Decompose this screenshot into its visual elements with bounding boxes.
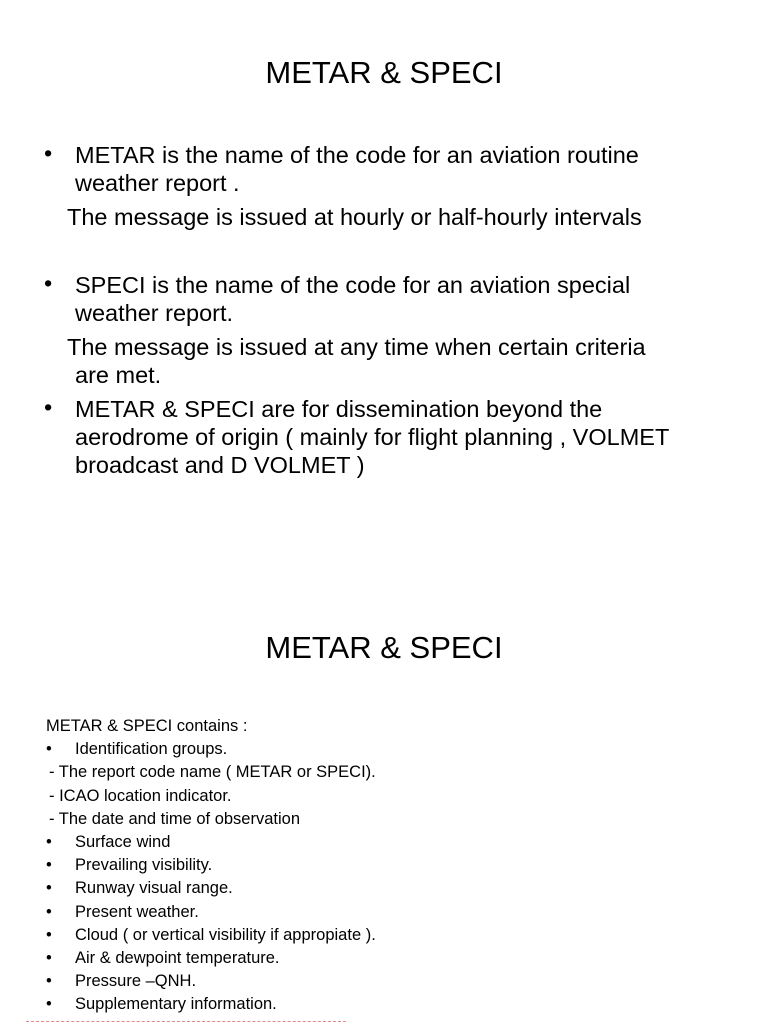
bullet-text-line: weather report.: [75, 300, 234, 326]
bullet-icon: •: [46, 995, 52, 1014]
list-item-text: Present weather.: [75, 902, 199, 921]
sub-text-line: The message is issued at hourly or half-hourly intervals: [67, 204, 642, 230]
intro-text: METAR & SPECI contains :: [46, 717, 248, 735]
list-item: [46, 808, 746, 831]
list-item-text: Identification groups.: [75, 740, 228, 759]
bullet-icon: •: [46, 902, 52, 921]
sub-text-line: are met.: [75, 362, 162, 388]
bullet-text-line: weather report .: [75, 170, 240, 196]
bullet-text-line: METAR & SPECI are for dissemination beyond the: [75, 396, 603, 422]
list-item: [46, 947, 746, 970]
list-item: [44, 271, 744, 327]
slide-2: [0, 580, 768, 1024]
list-item-text: Air & dewpoint temperature.: [75, 949, 280, 968]
list-item: [46, 738, 746, 761]
list-item-text: Supplementary information.: [75, 995, 277, 1014]
sub-text-line: The message is issued at any time when certain criteria: [67, 334, 646, 360]
slide-2-content: [46, 715, 746, 1017]
bullet-icon: •: [46, 972, 52, 991]
list-item-text: Cloud ( or vertical visibility if appropiate ).: [75, 925, 376, 944]
list-item-text: Prevailing visibility.: [75, 856, 213, 875]
bullet-text-line: SPECI is the name of the code for an aviation special: [75, 272, 631, 298]
list-item: [46, 831, 746, 854]
bullet-icon: •: [46, 740, 52, 759]
bullet-icon: •: [44, 270, 53, 296]
bullet-icon: •: [46, 925, 52, 944]
list-item-text: Runway visual range.: [75, 879, 233, 898]
bullet-icon: •: [46, 879, 52, 898]
list-item: [46, 924, 746, 947]
sub-paragraph: [44, 203, 744, 231]
list-item: [46, 877, 746, 900]
list-item: [46, 901, 746, 924]
bullet-icon: •: [44, 394, 53, 420]
sub-paragraph: [44, 333, 744, 389]
list-item-text: - The date and time of observation: [49, 809, 301, 828]
list-item: [44, 141, 744, 197]
list-item-text: - ICAO location indicator.: [49, 786, 232, 805]
slide-1-bullet-list: [44, 141, 744, 479]
slide-border-dashed: [26, 1021, 346, 1022]
bullet-icon: •: [46, 856, 52, 875]
list-item-text: Pressure –QNH.: [75, 972, 197, 991]
bullet-icon: •: [46, 949, 52, 968]
slide-1-title: METAR & SPECI: [265, 55, 503, 90]
slide-2-title: METAR & SPECI: [265, 630, 503, 665]
list-item: [46, 785, 746, 808]
bullet-text-line: broadcast and D VOLMET ): [75, 452, 365, 478]
list-item-text: - The report code name ( METAR or SPECI).: [49, 763, 376, 782]
list-item: [46, 970, 746, 993]
list-item: [44, 395, 744, 479]
bullet-text-line: METAR is the name of the code for an aviation routine: [75, 142, 639, 168]
bullet-icon: •: [44, 140, 53, 166]
list-item-text: Surface wind: [75, 833, 171, 852]
bullet-icon: •: [46, 833, 52, 852]
list-item: [46, 993, 746, 1016]
bullet-text-line: aerodrome of origin ( mainly for flight planning , VOLMET: [75, 424, 670, 450]
list-item: [46, 761, 746, 784]
list-item: [46, 854, 746, 877]
